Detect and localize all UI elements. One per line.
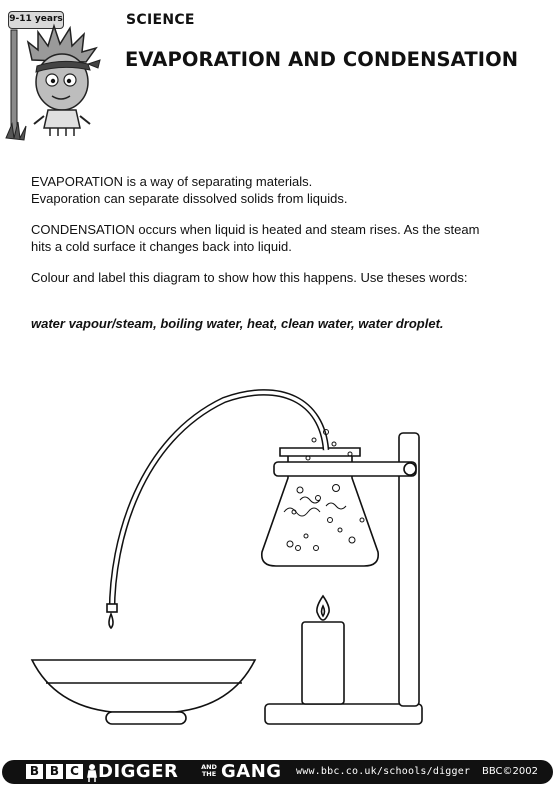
and-the-logo-text [198,764,220,778]
candle [302,622,344,704]
clamp-screw [404,463,416,475]
footer-copyright: BBC©2002 [482,766,538,777]
text-line: Evaporation can separate dissolved solids from liquids. [31,191,348,206]
gang-logo-text: GANG [221,761,282,782]
bbc-letter: B [26,764,43,779]
digger-logo-text: DIGGER [98,761,179,782]
the-text: THE [201,770,217,778]
water-droplet [109,614,113,628]
footer-url[interactable]: www.bbc.co.uk/schools/digger [296,766,471,777]
distillation-diagram [0,380,555,740]
bbc-logo [26,764,83,779]
footer-bar [2,760,553,784]
text-line: CONDENSATION occurs when liquid is heated and steam rises. As the steam [31,222,480,237]
age-badge: 9-11 years [8,11,64,29]
digger-figure-icon [86,763,98,782]
mascot-illustration [4,20,114,142]
stand-base [265,704,422,724]
evaporation-paragraph [31,173,531,207]
bbc-letter: C [66,764,83,779]
word-bank: water vapour/steam, boiling water, heat, clean water, water droplet. [31,316,444,331]
bbc-letter: B [46,764,63,779]
collecting-bowl [32,660,255,712]
text-line: EVAPORATION is a way of separating materials. [31,174,313,189]
text-line: hits a cold surface it changes back into liquid. [31,239,292,254]
subject-heading: SCIENCE [126,12,195,28]
and-text: AND [201,763,217,771]
clamp-arm [274,462,416,476]
page-title: EVAPORATION AND CONDENSATION [125,48,519,71]
condensation-paragraph [31,221,531,255]
instruction-paragraph: Colour and label this diagram to show how this happens. Use theses words: [31,270,468,285]
